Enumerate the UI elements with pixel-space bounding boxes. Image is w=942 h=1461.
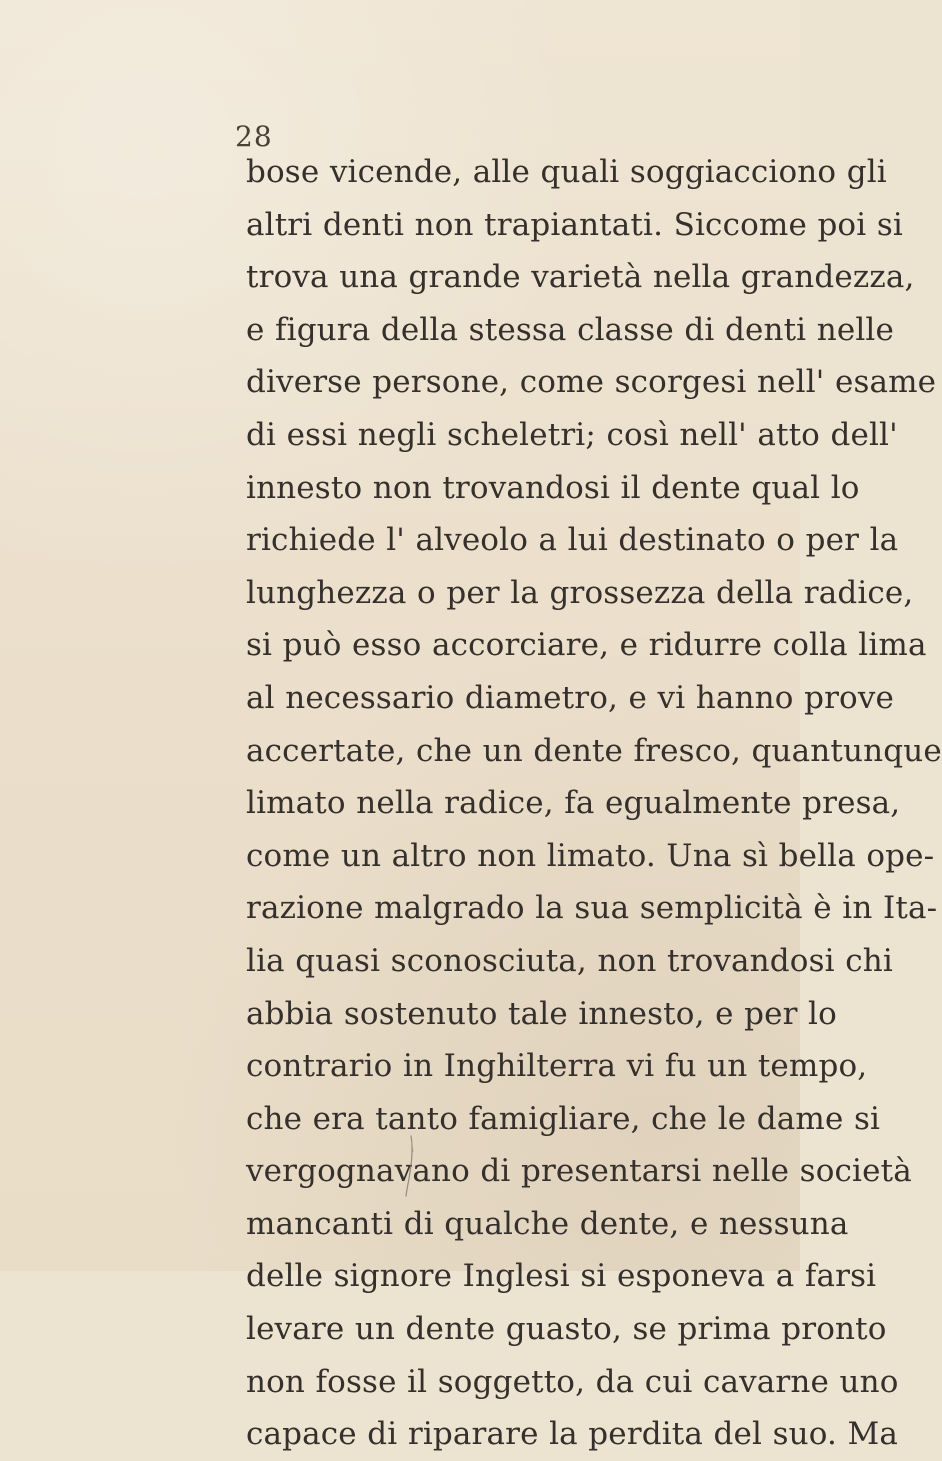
text-line: e figura della stessa classe di denti nelle bbox=[246, 311, 894, 348]
text-line: lia quasi sconosciuta, non trovandosi chi bbox=[246, 942, 893, 979]
text-line: si può esso accorciare, e ridurre colla lima bbox=[246, 627, 927, 664]
text-line: delle signore Inglesi si esponeva a farsi bbox=[246, 1258, 877, 1295]
text-line: levare un dente guasto, se prima pronto bbox=[246, 1311, 887, 1348]
text-line: altri denti non trapiantati. Siccome poi si bbox=[246, 206, 903, 243]
pencil-mark bbox=[402, 1134, 420, 1198]
text-line: accertate, che un dente fresco, quantunque bbox=[246, 732, 942, 769]
text-line: che era tanto famigliare, che le dame si bbox=[246, 1100, 881, 1137]
text-line: lunghezza o per la grossezza della radice, bbox=[246, 574, 914, 611]
text-line: di essi negli scheletri; così nell' atto dell' bbox=[246, 416, 898, 453]
page-number: 28 bbox=[235, 120, 273, 153]
text-line: limato nella radice, fa egualmente presa, bbox=[246, 785, 901, 822]
text-line: abbia sostenuto tale innesto, e per lo bbox=[246, 995, 837, 1032]
text-line: trova una grande varietà nella grandezza, bbox=[246, 259, 915, 296]
text-line: capace di riparare la perdita del suo. Ma bbox=[246, 1416, 899, 1453]
text-line: diverse persone, come scorgesi nell' esame bbox=[246, 364, 937, 401]
text-line: non fosse il soggetto, da cui cavarne uno bbox=[246, 1363, 899, 1400]
text-line: mancanti di qualche dente, e nessuna bbox=[246, 1205, 849, 1242]
text-line: come un altro non limato. Una sì bella ope- bbox=[246, 837, 935, 874]
text-line: contrario in Inghilterra vi fu un tempo, bbox=[246, 1048, 868, 1085]
text-line: bose vicende, alle quali soggiacciono gli bbox=[246, 154, 887, 190]
text-line: richiede l' alveolo a lui destinato o per la bbox=[246, 522, 899, 559]
text-line: razione malgrado la sua semplicità è in Ita- bbox=[246, 890, 938, 927]
text-line: al necessario diametro, e vi hanno prove bbox=[246, 679, 895, 716]
text-line: innesto non trovandosi il dente qual lo bbox=[246, 469, 860, 506]
body-text bbox=[246, 146, 942, 1461]
text-line: vergognavano di presentarsi nelle società bbox=[246, 1153, 912, 1190]
